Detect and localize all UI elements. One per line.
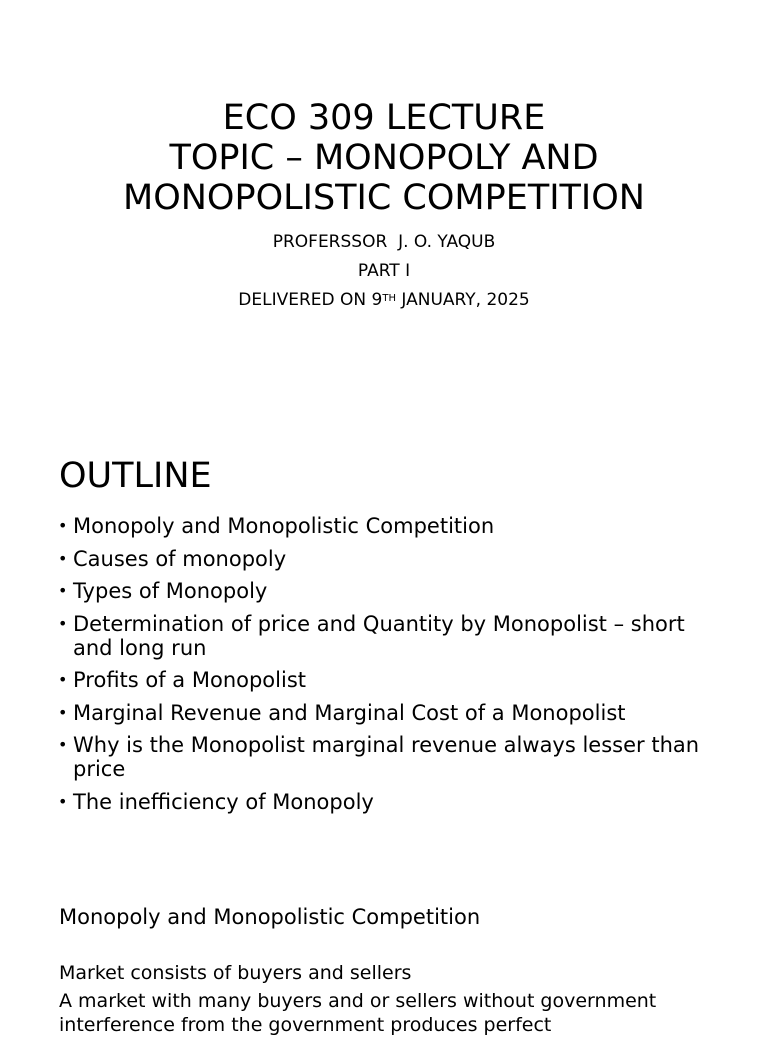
list-item-text: Marginal Revenue and Marginal Cost of a Monopolist — [73, 700, 626, 725]
delivery-date-suffix: JANUARY, 2025 — [395, 290, 530, 310]
delivery-date-ordinal: TH — [382, 293, 396, 304]
list-item — [58, 733, 718, 781]
list-item-text: The inefficiency of Monopoly — [73, 789, 374, 814]
intro-paragraph-1: Market consists of buyers and sellers — [59, 962, 412, 984]
bullet-icon: • — [58, 702, 68, 722]
list-item — [58, 790, 718, 814]
list-item-text: Profits of a Monopolist — [73, 668, 306, 692]
professor-name: PROFERSSOR J. O. YAQUB — [272, 232, 496, 252]
slide-title — [0, 98, 768, 218]
title-line-2: TOPIC – MONOPOLY AND — [169, 138, 599, 178]
list-item — [58, 668, 718, 692]
intro-paragraph-2: A market with many buyers and or sellers without government interference from the government produces perfect — [59, 990, 657, 1036]
bullet-icon: • — [58, 735, 68, 754]
outline-list — [58, 514, 718, 822]
title-line-1: ECO 309 LECTURE — [222, 98, 546, 138]
list-item-text: Determination of price and Quantity by Monopolist – short and long run — [73, 611, 685, 660]
list-item — [58, 579, 718, 603]
delivery-date-prefix: DELIVERED ON 9 — [238, 290, 383, 310]
list-item-text: Why is the Monopolist marginal revenue always lesser than price — [73, 733, 700, 781]
intro-slide — [0, 880, 768, 1036]
outline-slide — [0, 440, 768, 860]
list-item — [58, 514, 718, 538]
part-label: PART I — [357, 261, 411, 281]
outline-heading: OUTLINE — [59, 456, 212, 496]
title-slide — [0, 0, 768, 400]
list-item — [58, 612, 718, 660]
list-item-text: Causes of monopoly — [73, 546, 287, 571]
list-item — [58, 701, 718, 725]
title-line-3: MONOPOLISTIC COMPETITION — [123, 178, 645, 218]
bullet-icon: • — [58, 791, 68, 811]
list-item-text: Monopoly and Monopolistic Competition — [73, 514, 495, 538]
slide-subtitle — [0, 228, 768, 315]
intro-heading: Monopoly and Monopolistic Competition — [59, 905, 481, 929]
bullet-icon: • — [58, 581, 68, 600]
delivery-date — [0, 286, 768, 315]
bullet-icon: • — [58, 548, 68, 568]
bullet-icon: • — [58, 613, 68, 633]
bullet-icon: • — [58, 670, 68, 689]
list-item-text: Types of Monopoly — [73, 579, 268, 603]
list-item — [58, 547, 718, 571]
bullet-icon: • — [58, 516, 68, 535]
